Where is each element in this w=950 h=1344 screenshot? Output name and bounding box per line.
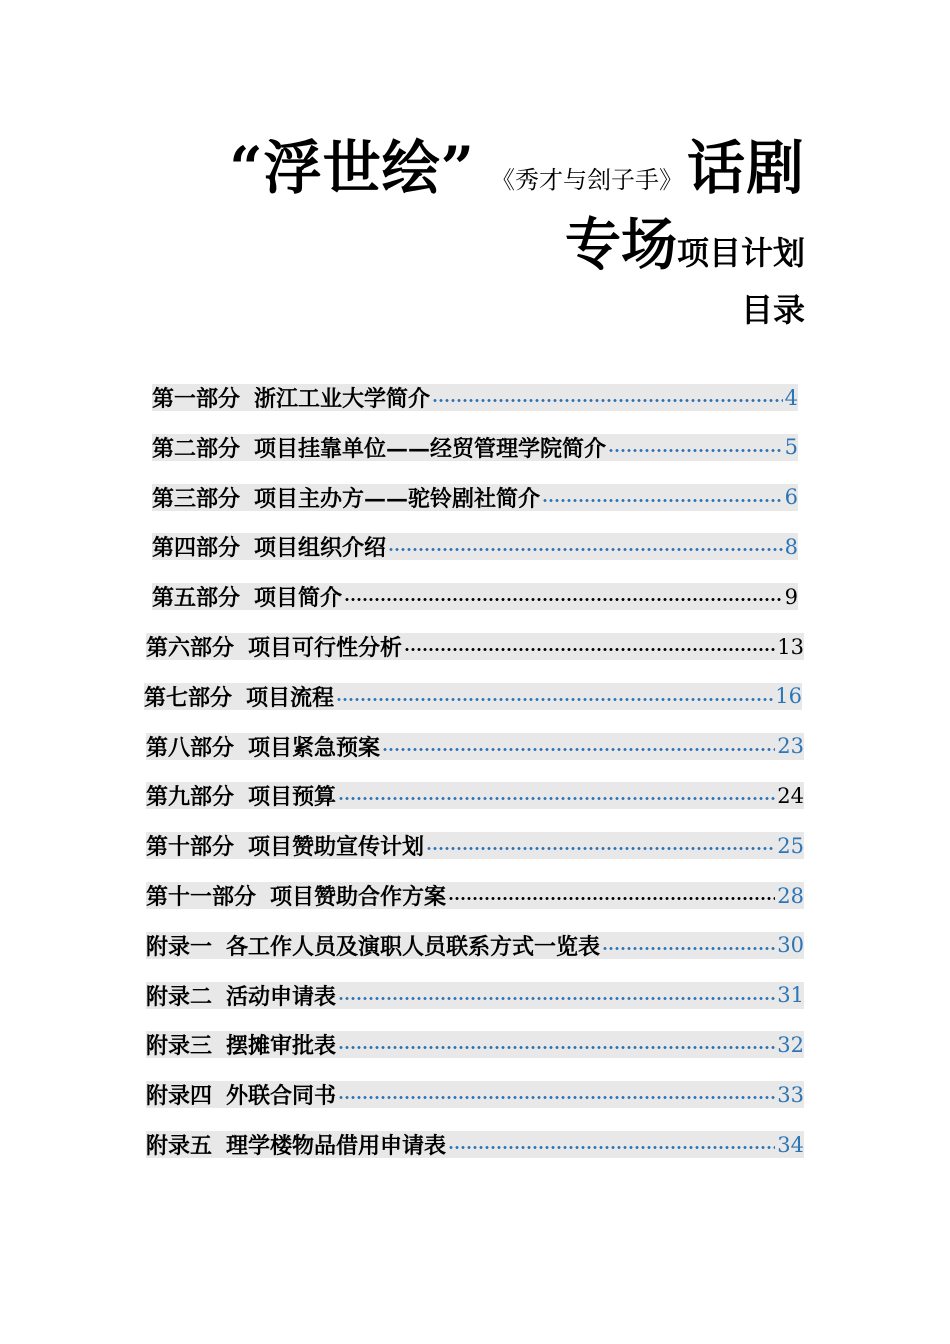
toc-entry[interactable]: [144, 683, 802, 710]
toc-entry[interactable]: [146, 932, 804, 959]
toc-entry-part: 第七部分: [144, 684, 233, 710]
toc-entry[interactable]: [146, 1131, 804, 1158]
toc-entry[interactable]: [146, 882, 804, 909]
toc-entry-page: 25: [777, 833, 804, 858]
toc-entry-part: 第十部分: [146, 834, 235, 860]
toc-entry[interactable]: [146, 1031, 804, 1058]
toc-entry-leader: [336, 1081, 777, 1108]
toc-entry-page: 31: [777, 983, 804, 1008]
toc-entry-part: 第十一部分: [146, 884, 257, 909]
toc-entry-leader: [446, 1131, 777, 1158]
document-title: [229, 128, 805, 334]
toc-entry-title: 项目简介: [254, 585, 343, 611]
toc-entry-leader: [600, 932, 777, 959]
toc-entry-leader: [336, 982, 777, 1009]
toc-entry-leader: [334, 683, 775, 710]
toc-entry-title: 理学楼物品借用申请表: [226, 1133, 447, 1158]
toc-entry-part: 附录四: [146, 1083, 213, 1109]
toc-entry-title: 外联合同书: [226, 1083, 337, 1109]
toc-entry-leader: [430, 384, 785, 411]
toc-entry-title: 各工作人员及演职人员联系方式一览表: [226, 933, 601, 959]
toc-entry-part: 第三部分: [152, 485, 241, 511]
toc-entry-page: 33: [777, 1082, 804, 1107]
toc-entry-title: 项目赞助宣传计划: [248, 834, 425, 860]
toc-entry-leader: [540, 484, 785, 511]
toc-entry-part: 第六部分: [146, 635, 235, 660]
toc-entry[interactable]: [146, 1081, 804, 1108]
toc-entry-page: 9: [784, 584, 798, 609]
toc-entry-page: 8: [784, 534, 798, 559]
toc-entry-page: 13: [777, 634, 804, 659]
toc-entry-leader: [386, 533, 785, 560]
toc-entry-title: 摆摊审批表: [226, 1033, 337, 1059]
toc-entry-title: 项目流程: [246, 684, 335, 710]
toc-entry-leader: [336, 1031, 777, 1058]
toc-entry-leader: [446, 882, 777, 909]
toc-entry-title: 项目组织介绍: [254, 535, 387, 561]
toc-entry[interactable]: [146, 832, 804, 859]
toc-entry-part: 附录二: [146, 983, 213, 1009]
title-project-plan: 项目计划: [676, 234, 805, 272]
toc-entry-leader: [606, 434, 785, 461]
toc-entry-page: 23: [777, 734, 804, 759]
toc-entry[interactable]: [152, 484, 798, 511]
toc-entry-part: 第二部分: [152, 435, 241, 461]
toc-entry-leader: [342, 583, 785, 610]
toc-entry-leader: [424, 832, 777, 859]
toc-entry-page: 24: [777, 783, 804, 808]
toc-entry-title: 项目预算: [248, 784, 337, 810]
title-line-2: [229, 210, 805, 280]
toc-entry-part: 附录一: [146, 933, 213, 959]
toc-entry-part: 第五部分: [152, 585, 241, 611]
toc-entry[interactable]: [152, 533, 798, 560]
toc-entry-title: 项目赞助合作方案: [270, 884, 447, 909]
toc-entry-title: 浙江工业大学简介: [254, 386, 431, 411]
toc-entry-title: 项目主办方——驼铃剧社简介: [254, 485, 541, 511]
toc-entry-page: 28: [777, 883, 804, 908]
toc-entry-title: 活动申请表: [226, 983, 337, 1009]
title-drama: 话剧: [686, 134, 805, 202]
toc-entry-leader: [380, 733, 777, 760]
toc-entry-part: 第四部分: [152, 535, 241, 561]
toc-entry-part: 附录五: [146, 1133, 213, 1158]
toc-entry-page: 34: [777, 1132, 804, 1157]
toc-entry-page: 16: [775, 684, 802, 709]
toc-entry[interactable]: [146, 633, 804, 660]
toc-entry-leader: [402, 633, 777, 660]
toc-entry[interactable]: [152, 583, 798, 610]
toc-entry-leader: [336, 782, 777, 809]
toc-entry-page: 5: [784, 435, 798, 460]
title-line-1: [229, 128, 805, 208]
toc-entry-title: 项目挂靠单位——经贸管理学院简介: [254, 435, 607, 461]
toc-heading: 目录: [740, 291, 805, 329]
toc-entry-part: 第八部分: [146, 734, 235, 760]
toc-entry-title: 项目紧急预案: [248, 734, 381, 760]
toc-entry-page: 32: [777, 1032, 804, 1057]
title-main: “浮世绘”: [229, 134, 475, 202]
toc-entry-part: 第一部分: [152, 386, 241, 411]
toc-entry-part: 附录三: [146, 1033, 213, 1059]
toc-entry[interactable]: [146, 733, 804, 760]
toc-entry[interactable]: [146, 782, 804, 809]
toc-entry-page: 30: [777, 933, 804, 958]
toc-entry-part: 第九部分: [146, 784, 235, 810]
toc-entry[interactable]: [146, 982, 804, 1009]
toc-entry[interactable]: [152, 384, 798, 411]
toc-entry[interactable]: [152, 434, 798, 461]
title-special: 专场: [564, 212, 677, 278]
title-play-name: 《秀才与刽子手》: [502, 166, 683, 194]
toc-entry-page: 6: [784, 485, 798, 510]
toc-entry-title: 项目可行性分析: [248, 635, 403, 660]
toc-entry-page: 4: [784, 385, 798, 410]
